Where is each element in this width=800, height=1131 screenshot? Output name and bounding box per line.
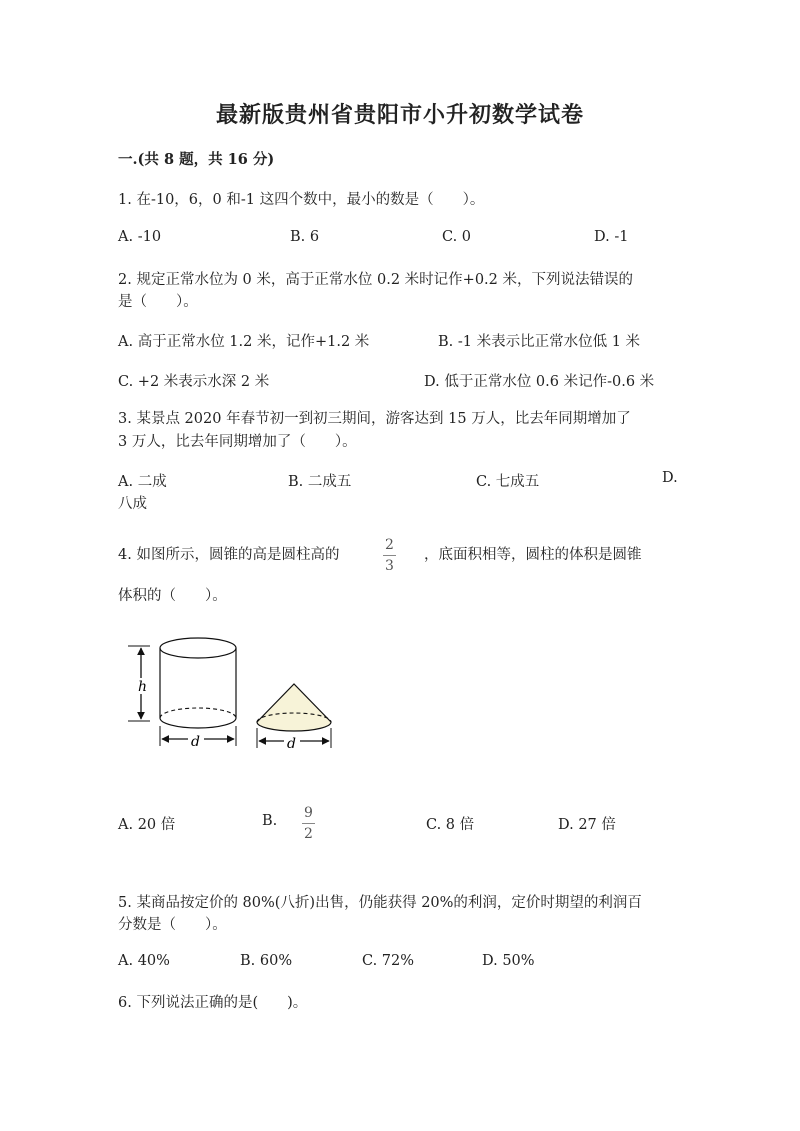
question-1-text: 1. 在-10，6，0 和-1 这四个数中，最小的数是（ ）。: [118, 192, 485, 208]
question-5-line-1: 5. 某商品按定价的 80%(八折)出售，仍能获得 20%的利润，定价时期望的利润百: [118, 895, 642, 911]
q5-option-b: B. 60%: [240, 953, 293, 969]
q4-option-b-fraction: [302, 805, 315, 841]
question-5-line-2: 分数是（ ）。: [118, 917, 227, 933]
q3-option-a: A. 二成: [118, 474, 167, 490]
q4-option-a: A. 20 倍: [118, 817, 176, 833]
q3-option-d: D.: [662, 470, 678, 486]
q3-option-c: C. 七成五: [476, 474, 540, 490]
cone-diameter-label: d: [287, 736, 296, 752]
q3-option-b: B. 二成五: [288, 474, 352, 490]
question-4-text-before: 4. 如图所示，圆锥的高是圆柱高的: [118, 547, 340, 563]
cylinder-diameter-label: d: [191, 734, 200, 750]
q2-option-d: D. 低于正常水位 0.6 米记作-0.6 米: [424, 374, 655, 390]
cone-body: [257, 684, 331, 731]
fraction-numerator: 2: [385, 537, 394, 553]
fraction-denominator: 3: [383, 555, 396, 573]
q5-option-a: A. 40%: [118, 953, 170, 969]
q3-option-d-text: 八成: [118, 496, 147, 512]
q5-option-c: C. 72%: [362, 953, 415, 969]
q2-option-a: A. 高于正常水位 1.2 米，记作+1.2 米: [118, 334, 370, 350]
cylinder-cone-figure: [126, 634, 346, 762]
question-6-text: 6. 下列说法正确的是( )。: [118, 995, 308, 1011]
question-2-line-1: 2. 规定正常水位为 0 米，高于正常水位 0.2 米时记作+0.2 米，下列说法错误的: [118, 272, 633, 288]
question-4-line-2: 体积的（ ）。: [118, 588, 227, 604]
fraction-denominator: 2: [302, 823, 315, 841]
q4-option-b: B.: [262, 813, 278, 829]
fraction-numerator: 9: [304, 805, 313, 821]
q1-option-b: B. 6: [290, 229, 320, 245]
q1-option-a: A. -10: [118, 229, 162, 245]
question-2-line-2: 是（ ）。: [118, 294, 198, 310]
question-3-line-2: 3 万人，比去年同期增加了（ ）。: [118, 434, 357, 450]
q4-option-c: C. 8 倍: [426, 817, 475, 833]
section-header: 一.(共 8 题，共 16 分): [118, 151, 275, 168]
q4-option-d: D. 27 倍: [558, 817, 616, 833]
height-label: h: [138, 679, 148, 695]
q2-option-c: C. +2 米表示水深 2 米: [118, 374, 270, 390]
q5-option-d: D. 50%: [482, 953, 535, 969]
q4-fraction-two-thirds: [383, 537, 396, 573]
q1-option-d: D. -1: [594, 229, 629, 245]
q2-option-b: B. -1 米表示比正常水位低 1 米: [438, 334, 641, 350]
question-4-text-after: ，底面积相等，圆柱的体积是圆锥: [424, 547, 642, 563]
question-3-line-1: 3. 某景点 2020 年春节初一到初三期间，游客达到 15 万人，比去年同期增加了: [118, 411, 631, 427]
q1-option-c: C. 0: [442, 229, 472, 245]
page-title: 最新版贵州省贵阳市小升初数学试卷: [215, 102, 584, 128]
